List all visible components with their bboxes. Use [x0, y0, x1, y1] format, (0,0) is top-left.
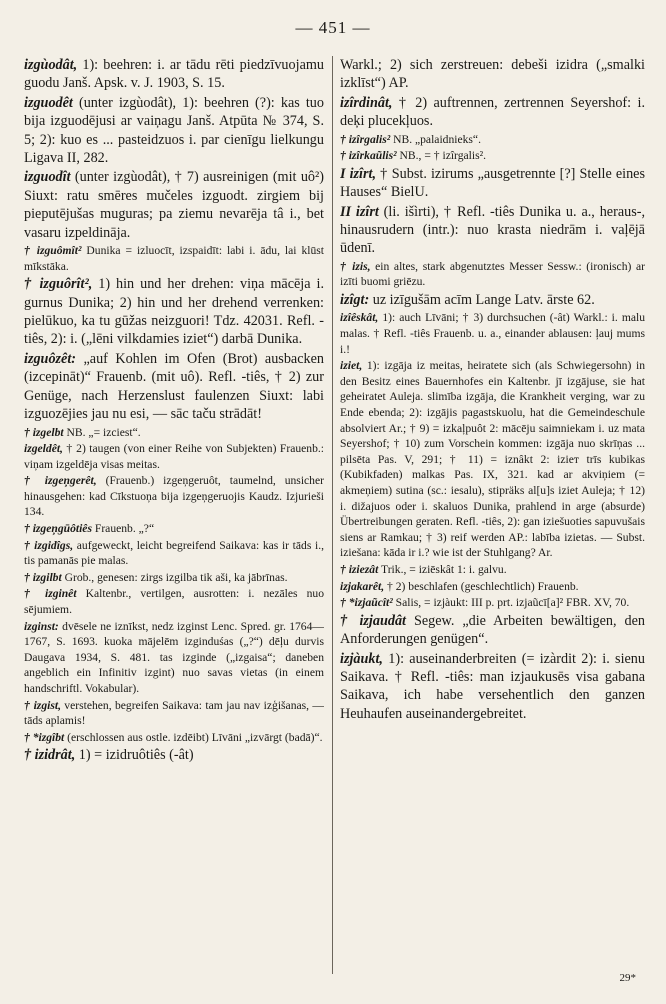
entry-definition: (unter izgùodât), † 7) ausreinigen (mit uô²) Siuxt: ratu smēres mučeles izguodt. zirgiem bij pieputējušas muguras; pa ziemu nevarēja tâ i., bet vasaru izpeldināja. — [24, 169, 324, 241]
entry-headword: † izgelbt — [24, 425, 64, 439]
dictionary-entry — [24, 168, 324, 242]
entry-definition: NB. „= izciest“. — [63, 425, 141, 439]
dictionary-entry — [340, 259, 645, 290]
entry-headword: † izgilbt — [24, 570, 62, 584]
entry-definition: uz izīgušām acīm Lange Latv. ārste 62. — [369, 292, 595, 309]
left-column — [24, 56, 324, 974]
entry-definition: Trik., = iziēskât 1: i. galvu. — [378, 562, 507, 576]
entry-definition: Frauenb. „?“ — [91, 522, 155, 536]
entry-headword: † izidrât, — [24, 747, 76, 764]
entry-headword: † izgeņgūôtiês — [24, 522, 92, 536]
dictionary-entry — [340, 595, 645, 611]
dictionary-entry — [340, 94, 645, 131]
entry-definition: 1): auseinanderbreiten (= izàrdit 2): i. sienu Saikava. † Refl. -tiês: man izjaukusēs visa gabana Saikava, ich habe versehentlich den ganzen Heuhaufen auseinandergebreitet. — [340, 650, 645, 722]
dictionary-entry — [24, 570, 324, 586]
entry-definition: „auf Kohlen im Ofen (Brot) ausbacken (izcepināt)“ Frauenb. (mit uô). Refl. -tiês, † 2) zur Genüge, nach Herzenslust faulenzen Siuxt: labi izguozējies jau nu esi, — sāc taču strādāt! — [24, 350, 324, 423]
dictionary-entry — [340, 579, 645, 595]
dictionary-entry — [340, 612, 645, 649]
entry-definition: (li. išìrti), † Refl. -tiês Dunika u. a., heraus-, hinausrudern (intr.): nuo krasta niedrām i. vaļējā ūdenī. — [340, 203, 645, 257]
entry-headword: izjakarêt, — [340, 579, 385, 593]
entry-definition: Warkl.; 2) sich zerstreuen: debeši izidra („smalki izklīst“) AP. — [340, 57, 645, 92]
dictionary-entry — [24, 619, 324, 697]
entry-headword: † *izgîbt — [24, 730, 65, 744]
signature-mark: 29* — [619, 972, 636, 984]
entry-headword: izgeldêt, — [24, 442, 63, 456]
dictionary-entry — [24, 521, 324, 537]
entry-headword: † izgidîgs, — [24, 538, 74, 552]
entry-headword: izguodêt — [24, 94, 73, 111]
entry-definition: NB., = † izîrgalis². — [396, 149, 486, 163]
entry-headword: izguodît — [24, 169, 71, 186]
entry-definition: verstehen, begreifen Saikava: tam jau nav izģišanas, — tāds aplamis! — [24, 698, 324, 728]
page-number: — 451 — — [295, 18, 371, 37]
entry-headword: izîêskât, — [340, 311, 379, 325]
entry-definition: (unter izgùodât), 1): beehren (?): kas tuo bija izguodējusi ar vaiņagu Janš. Atpūta № 374, S. 5; 2): kuo es ... pasteidzuos i. par cienīgu lielkungu Ligava II, 282. — [24, 94, 324, 167]
entry-headword: II izîrt — [340, 203, 379, 220]
entry-headword: † izîrgalis² — [340, 132, 391, 146]
entry-headword: † iziezât — [340, 562, 379, 576]
dictionary-entry — [24, 538, 324, 569]
dictionary-entry — [24, 243, 324, 274]
entry-definition: NB. „palaidnieks“. — [390, 132, 481, 146]
dictionary-entry — [24, 350, 324, 424]
dictionary-entry — [24, 275, 324, 349]
dictionary-entry — [340, 358, 645, 561]
dictionary-entry — [24, 698, 324, 729]
dictionary-entry — [340, 56, 645, 93]
entry-headword: † izis, — [340, 259, 371, 273]
entry-definition: Kaltenbr., vertilgen, ausrotten: i. nezāles nuo sējumiem. — [24, 587, 324, 617]
entry-definition: aufgeweckt, leicht begreifend Saikava: kas ir tāds i., tis pamanās pie malas. — [24, 538, 324, 568]
entry-definition: † Subst. izirums „ausgetrennte [?] Stelle eines Hauses“ BielU. — [340, 165, 645, 201]
dictionary-entry — [24, 441, 324, 472]
entry-definition: Dunika = izluocīt, izspaidīt: labi i. ādu, lai klūst mīkstāka. — [24, 244, 324, 273]
dictionary-entry — [340, 291, 645, 309]
right-column — [340, 56, 645, 974]
dictionary-entry — [24, 586, 324, 617]
entry-headword: izginst: — [24, 619, 59, 633]
dictionary-entry — [24, 473, 324, 520]
entry-headword: † izguôrît², — [24, 276, 93, 293]
entry-headword: † izgeņgerêt, — [24, 474, 97, 488]
entry-definition: (erschlossen aus ostle. izdēibt) Līvāni „izvārgt (badā)“. — [64, 730, 323, 744]
entry-headword: I izîrt, — [340, 165, 377, 182]
entry-definition: Grob., genesen: zirgs izgilba tik aši, ka jābrīnas. — [61, 570, 288, 584]
entry-headword: † izguômît² — [24, 244, 82, 258]
dictionary-entry — [340, 132, 645, 148]
entry-definition: dvēsele ne iznīkst, nedz izginst Lenc. Spred. gr. 1764—1767, S. 1693. kuoka mājelēm izginduśas („?“) dēļu durvis Daugava 1934, S. 481. tas izginde („izgaisa“; daneben angeblich ein Infinitiv izgint) nuo savas vietas (in einem handschriftl. Vokabular). — [24, 619, 324, 695]
dictionary-entry — [24, 56, 324, 93]
entry-definition: Segew. „die Arbeiten bewältigen, den Anforderungen genügen“. — [340, 612, 645, 648]
dictionary-entry — [340, 650, 645, 724]
entry-headword: izguôzêt: — [24, 350, 77, 367]
dictionary-entry — [24, 730, 324, 746]
column-divider — [332, 56, 333, 974]
dictionary-entry — [24, 746, 324, 764]
entry-headword: izjàukt, — [340, 650, 383, 667]
dictionary-entry — [24, 425, 324, 441]
entry-definition: 1): izgāja iz meitas, heiratete sich (als Schwiegersohn) in den Besitz eines Bauernhofes ein Kaltenbr. jī izgājuse, sie hat geheiratet Auleja. slimība izgāja, die Krankheit verging, war zu Ende ebenda; 2): izgājis pagastskuolu, hat die Gemeindeschule absolviert Ar.; † 9) = izkaļpuôt 2: mācēju saimniekam i. uz mata Seyershof; † 10) zum Vorschein kommen: izgāja nuo skrīņas ... pilsēta Pas. V, 291; † 11) = iznâkt 2: izieт trīs kubikas (Kubikfaden) malkas Pas. IX, 321. kad ar akviņiem (= akmeņiem) sutina (sc.: iesalu), stipräks al[u]s iziet Auleja; † 12) i. dižajuos oder i. skaluos Dunika, prahlend in arge (absurde) Übertreibungen geraten. Refl. -tiês, 2): gan iziešuoties sapuvušais siens ar Ramkau; † 3) reif werden AP.: labība izietas. — Subst. iziešana: kāda ir i.? wie ist der Stuhlgang? Ar. — [340, 359, 645, 560]
dictionary-entry — [340, 562, 645, 578]
entry-definition: 1) = izidruôtiês (-ât) — [75, 747, 194, 764]
dictionary-entry — [340, 203, 645, 258]
dictionary-entry — [340, 310, 645, 357]
entry-definition: Salis, = izjàukt: III p. prt. izjaũcī[a]² FBR. XV, 70. — [392, 596, 630, 610]
entry-definition: (Frauenb.) izgeņgeruôt, taumelnd, unsicher hinausgehen: kad Cīkstuoņa bija izgeņgeruojis Kaudz. Izjurieši 134. — [24, 474, 324, 519]
entry-definition: † 2) beschlafen (geschlechtlich) Frauenb. — [384, 579, 579, 593]
entry-definition: † 2) taugen (von einer Reihe von Subjekten) Frauenb.: viņam izgeldēja visas meitas. — [24, 442, 324, 471]
entry-headword: † izîrkaũlis² — [340, 149, 397, 163]
dictionary-entry — [24, 94, 324, 168]
entry-headword: izîrdinât, — [340, 94, 393, 111]
entry-definition: ein altes, stark abgenutztes Messer Sessw.: (ironisch) ar izīti buomi griēzu. — [340, 259, 645, 289]
entry-headword: † izjaudât — [340, 612, 406, 629]
entry-definition: 1) hin und her drehen: viņa mācēja i. gurnus Dunika; 2) hin und her drehend verrenken: pielūkuo, ka tu gūžas neizguori! Tdz. 42031. Refl. -tiês, 2): i. („lēni vilkdamies iziet“) darbā Dunika. — [24, 276, 324, 348]
entry-definition: † 2) auftrennen, zertrennen Seyershof: i. deķi plucekļuos. — [340, 94, 645, 130]
dictionary-entry — [340, 165, 645, 202]
entry-definition: 1): auch Līvāni; † 3) durchsuchen (-ât) Warkl.: i. malu malas. † Refl. -tiês Frauenb. u. a., einander ablausen: ļauj mums i.! — [340, 311, 645, 356]
entry-headword: † izginêt — [24, 587, 77, 601]
entry-headword: izîgt: — [340, 292, 370, 309]
entry-headword: iziet, — [340, 359, 363, 373]
entry-definition: 1): beehren: i. ar tādu rēti piedzīvuojamu guodu Janš. Apsk. v. J. 1903, S. 15. — [24, 57, 324, 92]
entry-headword: izgùodât, — [24, 57, 78, 73]
entry-headword: † *izjaũcît² — [340, 596, 393, 610]
entry-headword: † izgist, — [24, 698, 61, 712]
dictionary-entry — [340, 148, 645, 164]
